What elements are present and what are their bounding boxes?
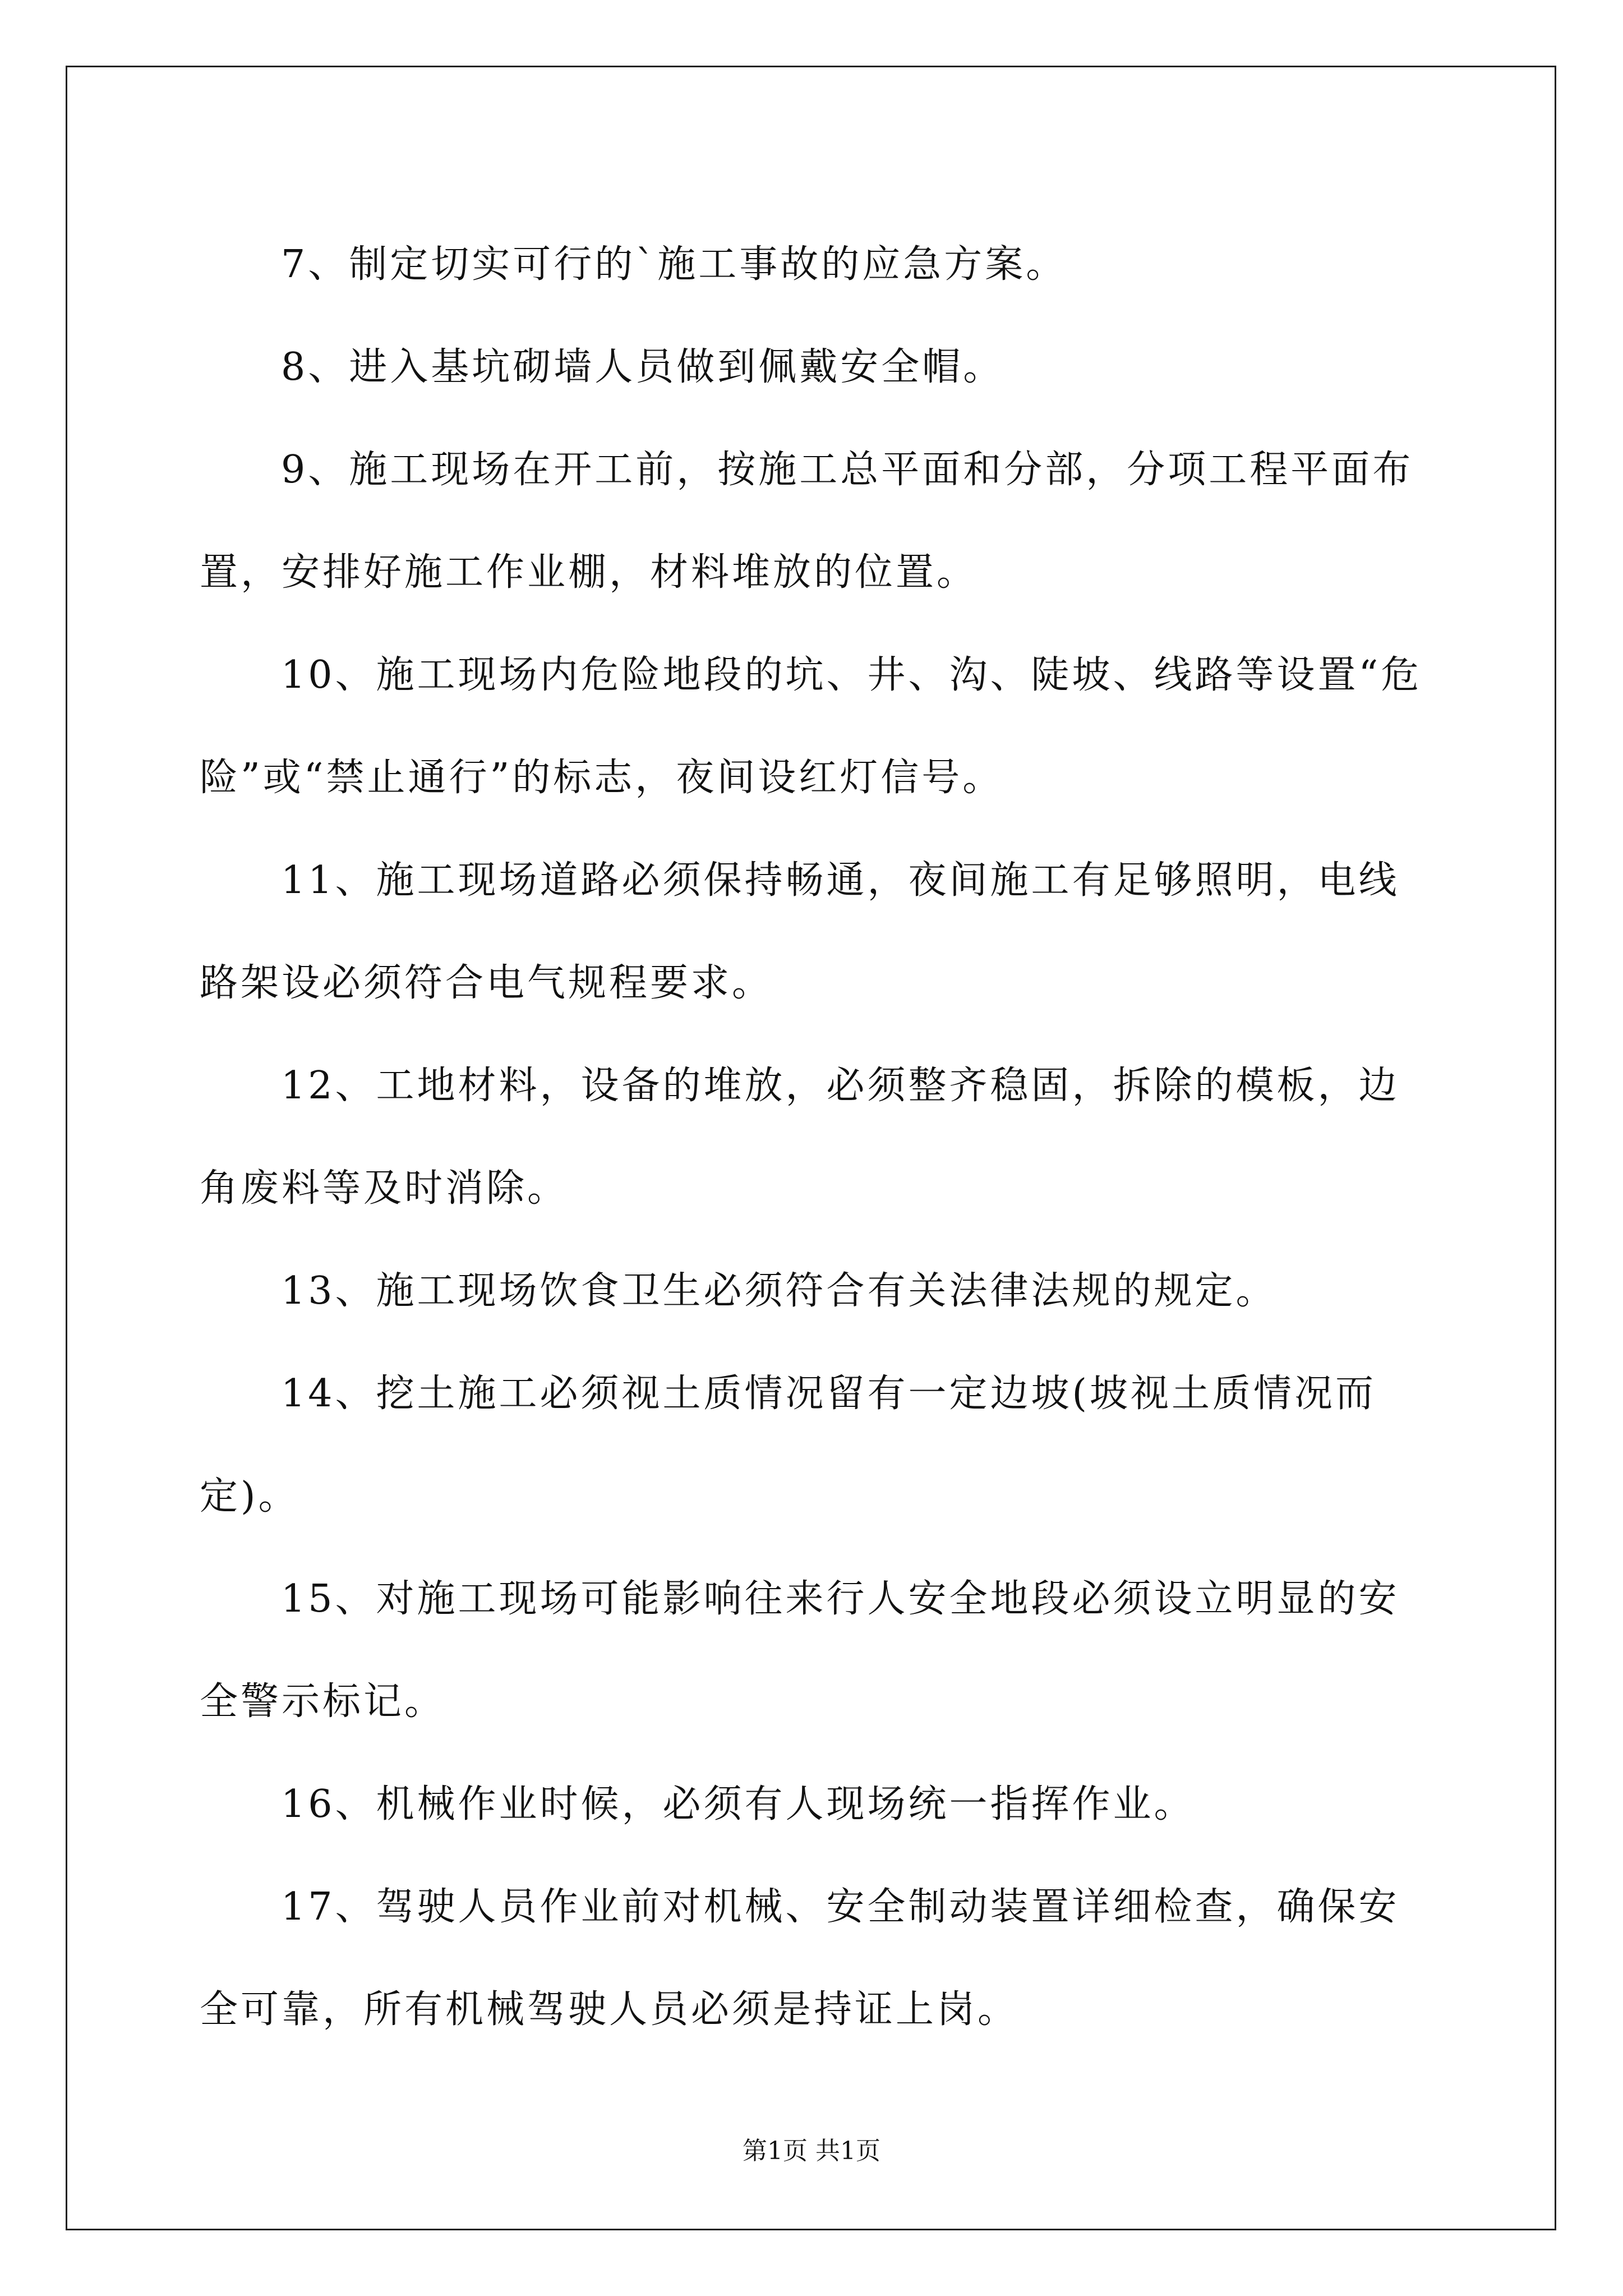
paragraph-item-12: 12、工地材料，设备的堆放，必须整齐稳固，拆除的模板，边角废料等及时消除。 <box>200 1064 1400 1211</box>
paragraph-item-15: 15、对施工现场可能影响往来行人安全地段必须设立明显的安全警示标记。 <box>200 1577 1400 1724</box>
paragraph-item-17: 17、驾驶人员作业前对机械、安全制动装置详细检查，确保安全可靠，所有机械驾驶人员必须是持证上岗。 <box>200 1885 1400 2032</box>
paragraph-item-7: 7、制定切实可行的`施工事故的应急方案。 <box>281 242 1067 287</box>
paragraph-item-11: 11、施工现场道路必须保持畅通，夜间施工有足够照明，电线路架设必须符合电气规程要求。 <box>200 858 1400 1005</box>
paragraph-item-14: 14、挖土施工必须视土质情况留有一定边坡(坡视土质情况而定)。 <box>200 1372 1377 1519</box>
document-body <box>200 213 1428 2061</box>
paragraph-item-13: 13、施工现场饮食卫生必须符合有关法律法规的规定。 <box>281 1269 1277 1313</box>
paragraph-item-10: 10、施工现场内危险地段的坑、井、沟、陡坡、线路等设置“危险”或“禁止通行”的标志，夜间设红灯信号。 <box>200 653 1422 800</box>
paragraph-item-9: 9、施工现场在开工前，按施工总平面和分部，分项工程平面布置，安排好施工作业棚，材料堆放的位置。 <box>200 448 1414 595</box>
page-footer: 第1页 共1页 <box>743 2137 880 2165</box>
paragraph-item-16: 16、机械作业时候，必须有人现场统一指挥作业。 <box>281 1782 1195 1826</box>
paragraph-item-8: 8、进入基坑砌墙人员做到佩戴安全帽。 <box>281 345 1004 389</box>
